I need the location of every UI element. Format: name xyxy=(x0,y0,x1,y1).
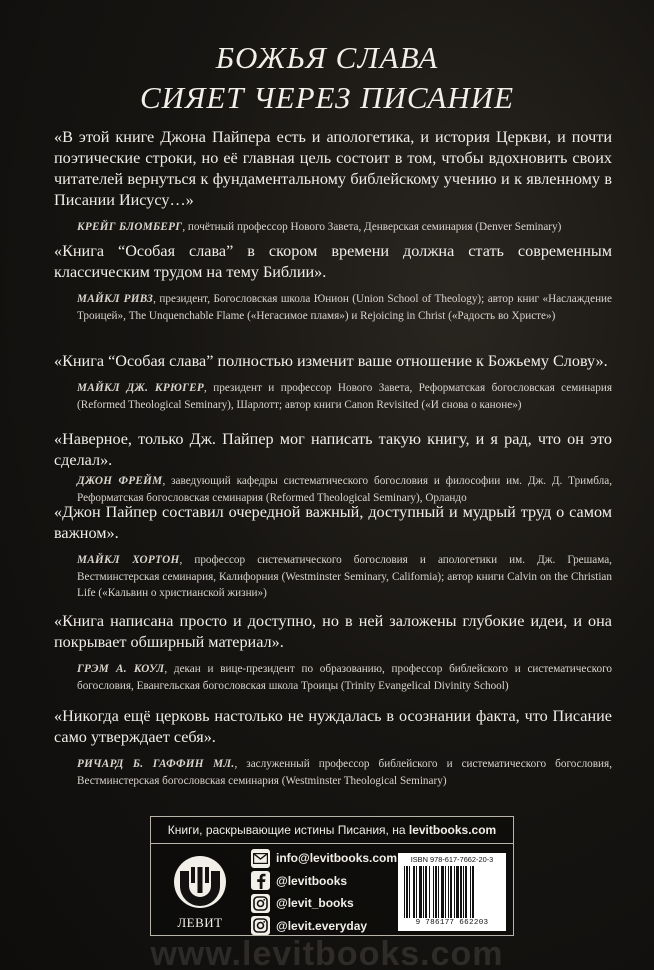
quote-block xyxy=(54,611,612,694)
levit-logo-icon xyxy=(169,853,231,913)
author-name: МАЙКЛ РИВЗ xyxy=(77,293,154,305)
contact-text: @levit_books xyxy=(276,896,354,911)
contact-instagram[interactable] xyxy=(251,892,401,915)
barcode-icon xyxy=(404,866,500,918)
author-details: , заслуженный профессор библейского и систематического богословия, Вестминстерская богословская семинария (Westminster Theological Seminary) xyxy=(77,758,612,787)
contact-email[interactable] xyxy=(251,847,401,870)
author-details: , президент, Богословская школа Юнион (Union School of Theology); автор книг «Наслаждение Троицей», The Unquenchable Flame («Негасимое пламя») и Rejoicing in Christ («Радость во Христе») xyxy=(77,293,613,322)
tagline-text: Книги, раскрывающие истины Писания, на xyxy=(167,823,409,837)
facebook-icon xyxy=(251,871,270,890)
quote-attribution xyxy=(77,219,612,236)
contact-facebook[interactable] xyxy=(251,870,401,893)
author-name: ГРЭМ А. КОУЛ xyxy=(77,663,165,675)
author-name: КРЕЙГ БЛОМБЕРГ xyxy=(77,221,183,233)
isbn-label: ISBN 978-617-7662-20-3 xyxy=(410,855,494,864)
author-details: , почётный профессор Нового Завета, Денверская семинария (Denver Seminary) xyxy=(182,221,562,233)
author-details: , декан и вице-президент по образованию, профессор библейского и систематического богословия, Евангельская богословская школа Троицы (Trinity Evangelical Divinity School) xyxy=(77,663,612,692)
cover-title xyxy=(0,38,654,118)
author-name: ДЖОН ФРЕЙМ xyxy=(77,475,163,487)
quote-block xyxy=(54,241,612,324)
publisher-box xyxy=(150,816,514,936)
instagram-icon xyxy=(251,894,270,913)
contact-text: @levit.everyday xyxy=(276,918,368,933)
quote-attribution xyxy=(77,552,612,602)
email-icon xyxy=(251,849,270,868)
title-line-1: БОЖЬЯ СЛАВА xyxy=(215,40,439,75)
contact-text: info@levitbooks.com xyxy=(276,851,398,866)
author-name: МАЙКЛ ДЖ. КРЮГЕР xyxy=(77,382,205,394)
author-name: РИЧАРД Б. ГАФФИН МЛ. xyxy=(77,758,235,770)
publisher-logo xyxy=(169,853,231,929)
author-details: , президент и профессор Нового Завета, Реформатская богословская семинария (Reformed Theological Seminary), Шарлотт; автор книги Canon Revisited («И снова о каноне») xyxy=(77,382,612,411)
author-name: МАЙКЛ ХОРТОН xyxy=(77,554,180,566)
barcode-digits: 9 786177 662203 xyxy=(415,919,489,927)
author-details: , профессор систематического богословия и апологетики им. Дж. Грешама, Вестминстерская семинария, Калифорния (Westminster Seminary, California); автор книги Calvin on the Christian Life («Кальвин о христианской жизни») xyxy=(77,554,612,599)
quote-block xyxy=(54,127,612,236)
quote-text: «Книга “Особая слава” в скором времени должна стать современным классическим трудом на тему Библии». xyxy=(54,242,612,281)
quote-attribution xyxy=(77,756,612,789)
logo-wordmark: ЛЕВИТ xyxy=(177,915,223,930)
quote-text: «Книга “Особая слава” полностью изменит ваше отношение к Божьему Слову». xyxy=(54,352,608,370)
quote-text: «Наверное, только Дж. Пайпер мог написать такую книгу, и я рад, что он это сделал». xyxy=(54,430,612,469)
quote-text: «В этой книге Джона Пайпера есть и апологетика, и история Церкви, и почти поэтические строки, но её главная цель состоит в том, чтобы вдохновить своих читателей вернуться к фундаментальному библейскому учению и к явленному в Писании Иисусу…» xyxy=(54,128,612,209)
quote-text: «Книга написана просто и доступно, но в ней заложены глубокие идеи, и она покрывает обширный материал». xyxy=(54,612,612,651)
contact-text: @levitbooks xyxy=(276,873,348,888)
quote-text: «Джон Пайпер составил очередной важный, доступный и мудрый труд о самом важном». xyxy=(54,503,612,542)
quote-attribution xyxy=(77,380,612,413)
publisher-tagline xyxy=(151,817,513,843)
contact-list xyxy=(251,847,401,937)
publisher-site-link[interactable]: levitbooks.com xyxy=(408,823,497,837)
instagram-icon xyxy=(251,916,270,935)
quote-attribution xyxy=(77,291,612,324)
title-line-2: СИЯЕТ ЧЕРЕЗ ПИСАНИЕ xyxy=(139,80,515,115)
quote-text: «Никогда ещё церковь настолько не нуждалась в осознании факта, что Писание само утверждает себя». xyxy=(54,707,612,746)
watermark: www.levitbooks.com xyxy=(150,935,504,970)
isbn-barcode xyxy=(398,853,506,931)
quote-block xyxy=(54,502,612,602)
quote-block xyxy=(54,706,612,789)
quote-block xyxy=(54,351,612,413)
quote-block xyxy=(54,429,612,506)
author-details: , заведующий кафедры систематического богословия и философии им. Дж. Д. Тримбла, Реформатская богословская семинария (Reformed Theological Seminary), Орландо xyxy=(77,475,612,504)
divider xyxy=(151,843,513,844)
quote-attribution xyxy=(77,661,612,694)
